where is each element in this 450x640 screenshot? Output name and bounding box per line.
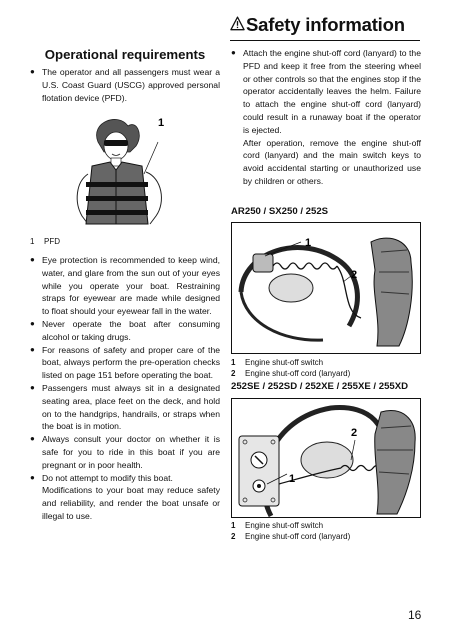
caption-row: [231, 532, 350, 541]
after-operation-text: After operation, remove the engine shut-off cord (lanyard) and the main switch keys to avoid accidental starting or unauthorized use by children or others.: [243, 137, 421, 186]
section-title: Safety information: [246, 14, 405, 35]
bullet-item: ● Never operate the boat after consuming alcohol or taking drugs.: [30, 318, 220, 344]
header-rule: [230, 40, 420, 41]
bullet-item: ● Eye protection is recommended to keep wind, water, and glare from the sun out of your eyes while you operate your boat. Restraining straps for eyewear are made while designed to float should your eyewear fall in the water.: [30, 254, 220, 318]
caption-number: 2: [231, 369, 236, 378]
fig2-callout-1: 1: [289, 473, 296, 485]
modification-warning-text: Modifications to your boat may reduce safety and reliability, and render the boat unsafe or illegal to use.: [42, 485, 220, 521]
bullet-item: ● Do not attempt to modify this boat.: [30, 472, 220, 485]
shutoff-illustration-2: [231, 398, 421, 518]
pfd-caption-text: PFD: [44, 237, 60, 246]
shutoff-illustration-1: [231, 222, 421, 354]
caption-text: Engine shut-off cord (lanyard): [245, 532, 351, 541]
caption-text: Engine shut-off switch: [245, 358, 324, 367]
fig1-callout-2: 2: [351, 269, 358, 281]
pfd-figure: [70, 112, 190, 234]
section-header: [230, 14, 420, 40]
caption-row: [231, 521, 323, 530]
fig1-callout-1: 1: [305, 237, 312, 249]
shutoff-figure-2: [231, 398, 421, 518]
pfd-callout-label: 1: [158, 117, 165, 129]
pfd-illustration: [70, 112, 190, 234]
caption-text: Engine shut-off switch: [245, 521, 324, 530]
caption-number: 1: [231, 358, 236, 367]
safety-bullet-list: [30, 254, 220, 484]
intro-bullet-list: [30, 66, 220, 104]
caption-text: Engine shut-off cord (lanyard): [245, 369, 351, 378]
right-text: [231, 47, 421, 188]
pfd-caption: [30, 237, 60, 246]
caption-number: 2: [231, 532, 236, 541]
page-number: 16: [408, 608, 422, 622]
model-heading-2: 252SE / 252SD / 252XE / 255XE / 255XD: [231, 381, 409, 392]
caption-row: [231, 369, 350, 378]
model-heading-1: AR250 / SX250 / 252S: [231, 206, 329, 217]
bullet-item: ● The operator and all passengers must wear a U.S. Coast Guard (USCG) approved personal flotation device (PFD).: [30, 66, 220, 104]
caption-number: 1: [231, 521, 236, 530]
lanyard-bullet: ● Attach the engine shut-off cord (lanyard) to the PFD and keep it free from the steering wheel or other controls so that the engines stop if the operator accidentally leaves the helm. Failure to attach the engine shut-off cord (lanyard) could result in a runaway boat if the operator is ejected.: [231, 47, 421, 137]
caption-row: [231, 358, 323, 367]
shutoff-figure-1: [231, 222, 421, 354]
left-intro: [30, 47, 220, 104]
operational-requirements-heading: Operational requirements: [44, 47, 206, 62]
pfd-caption-number: 1: [30, 237, 35, 246]
fig2-callout-2: 2: [351, 427, 358, 439]
bullet-item: ● Passengers must always sit in a designated seating area, place feet on the deck, and hold on to the handgrips, handrails, or straps when the boat is in motion.: [30, 382, 220, 433]
left-body: [30, 254, 220, 523]
warning-icon: [230, 16, 245, 31]
bullet-item: ● Always consult your doctor on whether it is safe for you to ride in this boat if you are pregnant or in poor health.: [30, 433, 220, 471]
bullet-item: ● For reasons of safety and proper care of the boat, always perform the pre-operation checks listed on page 151 before operating the boat.: [30, 344, 220, 382]
